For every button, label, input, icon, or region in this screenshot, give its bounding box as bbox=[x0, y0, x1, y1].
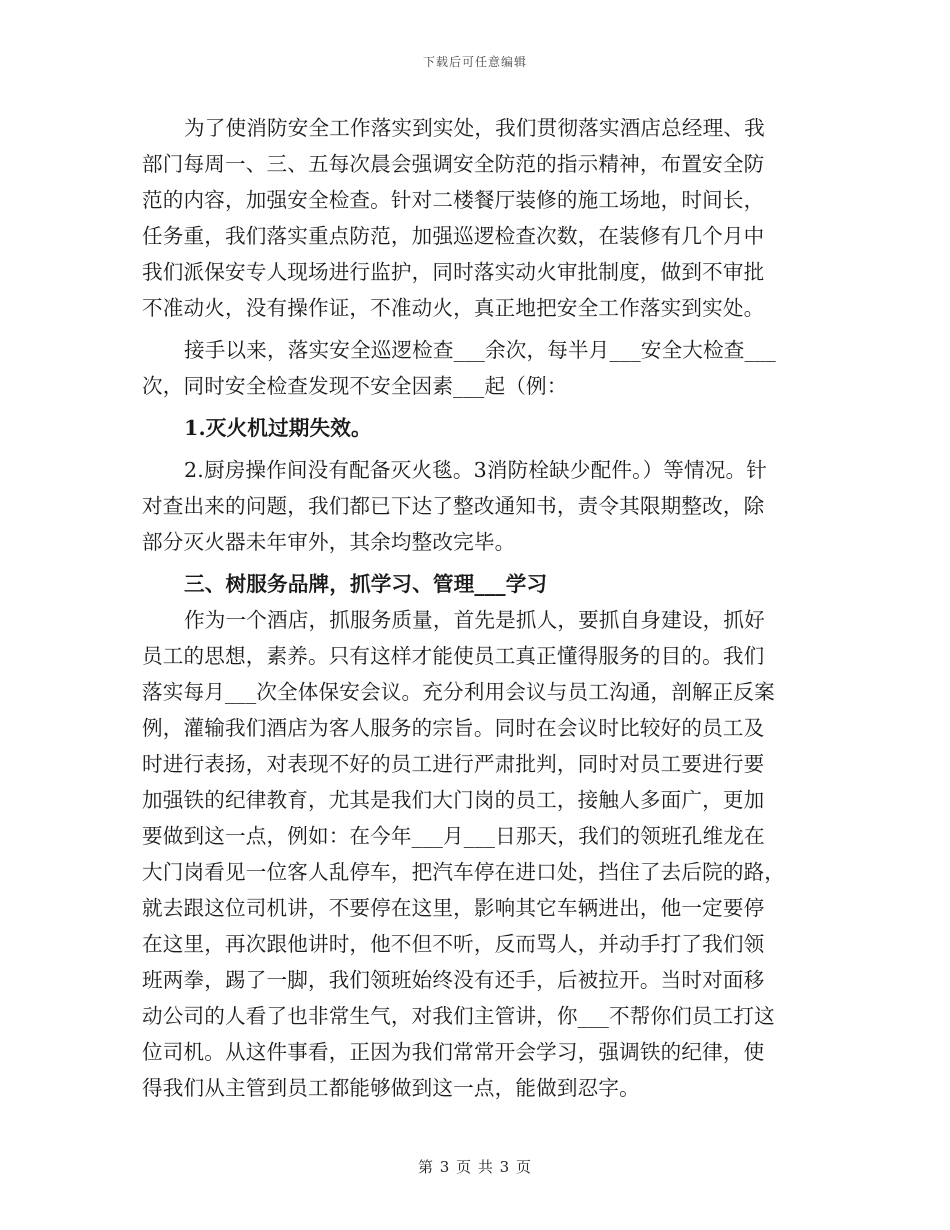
paragraph-line: 得我们从主管到员工都能够做到这一点，能做到忍字。 bbox=[142, 1076, 640, 1100]
paragraph-line: 员工的思想，素养。只有这样才能使员工真正懂得服务的目的。我们 bbox=[142, 644, 765, 668]
paragraph-line: 就去跟这位司机讲，不要停在这里，影响其它车辆进出，他一定要停 bbox=[142, 896, 765, 920]
paragraph-line: 大门岗看见一位客人乱停车，把汽车停在进口处，挡住了去后院的路， bbox=[142, 860, 786, 884]
paragraph-line: 我们派保安专人现场进行监护，同时落实动火审批制度，做到不审批 bbox=[142, 260, 765, 284]
paragraph-line: 位司机。从这件事看，正因为我们常常开会学习，强调铁的纪律，使 bbox=[142, 1040, 765, 1064]
section-heading: 三、树服务品牌，抓学习、管理___学习 bbox=[184, 572, 548, 596]
paragraph-line: 任务重，我们落实重点防范，加强巡逻检查次数，在装修有几个月中 bbox=[142, 224, 765, 248]
paragraph-line: 范的内容，加强安全检查。针对二楼餐厅装修的施工场地，时间长， bbox=[142, 188, 765, 212]
paragraph-line: 对查出来的问题，我们都已下达了整改通知书，责令其限期整改，除 bbox=[142, 494, 765, 518]
paragraph-line: 接手以来，落实安全巡逻检查___余次，每半月___安全大检查___ bbox=[184, 338, 776, 362]
paragraph-line: 在这里，再次跟他讲时，他不但不听，反而骂人，并动手打了我们领 bbox=[142, 932, 765, 956]
paragraph-line: 动公司的人看了也非常生气，对我们主管讲，你___不帮你们员工打这 bbox=[142, 1004, 775, 1028]
paragraph-line: 部门每周一、三、五每次晨会强调安全防范的指示精神，布置安全防 bbox=[142, 152, 765, 176]
paragraph-line: 例，灌输我们酒店为客人服务的宗旨。同时在会议时比较好的员工及 bbox=[142, 716, 765, 740]
paragraph-line: 部分灭火器未年审外，其余均整改完毕。 bbox=[142, 530, 516, 554]
paragraph-line: 2.厨房操作间没有配备灭火毯。3消防栓缺少配件。）等情况。针 bbox=[184, 458, 767, 482]
paragraph-line: 不准动火，没有操作证，不准动火，真正地把安全工作落实到实处。 bbox=[142, 296, 765, 320]
paragraph-line: 班两拳，踢了一脚，我们领班始终没有还手，后被拉开。当时对面移 bbox=[142, 968, 765, 992]
paragraph-line: 作为一个酒店，抓服务质量，首先是抓人，要抓自身建设，抓好 bbox=[184, 608, 765, 632]
paragraph-line: 次，同时安全检查发现不安全因素___起（例： bbox=[142, 374, 568, 398]
paragraph-line: 落实每月___次全体保安会议。充分利用会议与员工沟通，剖解正反案 bbox=[142, 680, 775, 704]
paragraph-line: 要做到这一点，例如：在今年___月___日那天，我们的领班孔维龙在 bbox=[142, 824, 765, 848]
document-body bbox=[142, 110, 810, 1106]
page-footer: 第 3 页 共 3 页 bbox=[418, 1158, 532, 1176]
paragraph-line: 为了使消防安全工作落实到实处，我们贯彻落实酒店总经理、我 bbox=[184, 116, 765, 140]
paragraph-line: 时进行表扬，对表现不好的员工进行严肃批判，同时对员工要进行要 bbox=[142, 752, 765, 776]
list-item-heading: 1.灭火机过期失效。 bbox=[184, 416, 372, 440]
paragraph-line: 加强铁的纪律教育，尤其是我们大门岗的员工，接触人多面广，更加 bbox=[142, 788, 765, 812]
page-header: 下载后可任意编辑 bbox=[422, 55, 527, 69]
